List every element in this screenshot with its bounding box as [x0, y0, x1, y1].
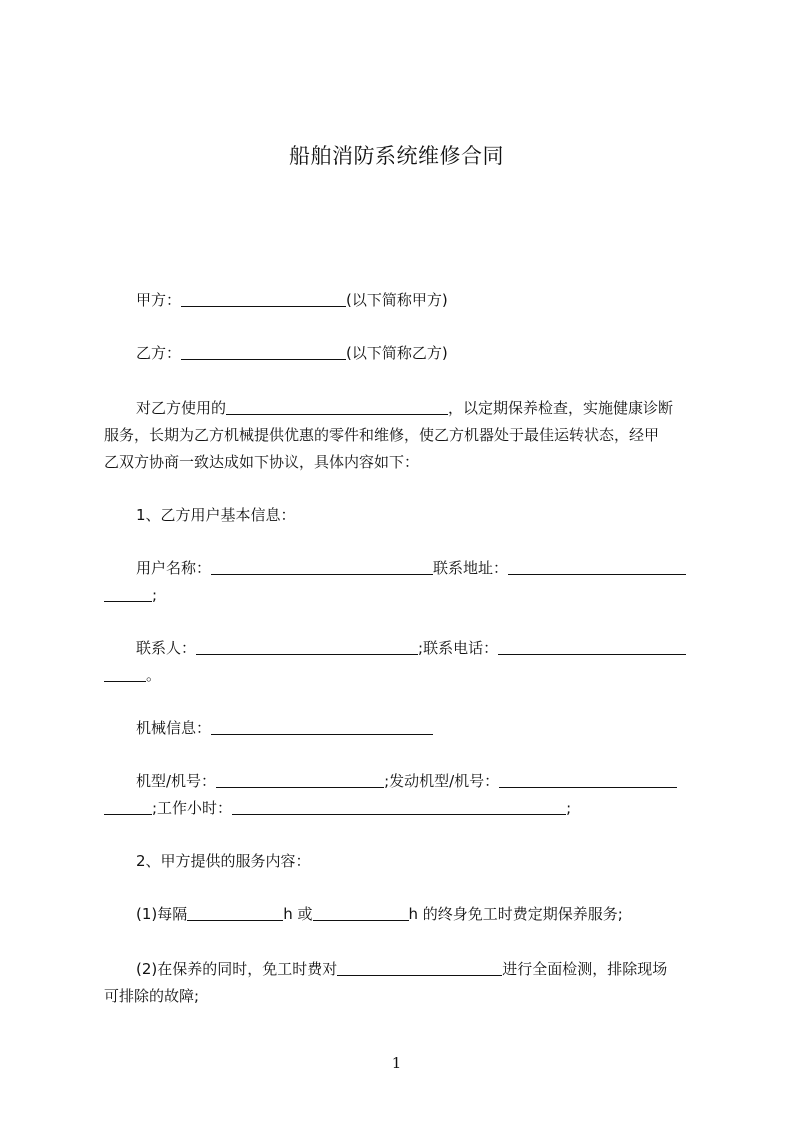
- engine-label: ;发动机型/机号：: [384, 772, 500, 790]
- service-item-1: [104, 900, 736, 929]
- service-item-2-cont: 可排除的故障;: [104, 987, 200, 1005]
- engine-blank-cont[interactable]: [104, 798, 152, 815]
- service-item-2: [104, 955, 736, 984]
- model-blank[interactable]: [216, 771, 384, 788]
- party-a-label: 甲方：: [136, 291, 182, 309]
- contact-blank[interactable]: [196, 638, 418, 655]
- user-name-line: [104, 554, 736, 583]
- party-a-blank[interactable]: [181, 290, 346, 307]
- party-a-line: [104, 286, 736, 315]
- section-1-heading: 1、乙方用户基本信息：: [136, 506, 296, 524]
- intro-line-2: 服务，长期为乙方机械提供优惠的零件和维修，使乙方机器处于最佳运转状态，经甲: [104, 426, 660, 444]
- address-blank[interactable]: [508, 558, 686, 575]
- item1-text-b: h 或: [283, 905, 313, 923]
- phone-blank[interactable]: [498, 638, 686, 655]
- document-title: 船舶消防系统维修合同: [289, 144, 504, 168]
- section-2-heading: 2、甲方提供的服务内容：: [136, 852, 311, 870]
- intro-text-1: 对乙方使用的: [136, 399, 227, 417]
- machine-info-line: [104, 714, 736, 743]
- phone-line-2: [104, 661, 704, 690]
- address-line-2: [104, 581, 704, 610]
- page-number: 1: [391, 1054, 402, 1072]
- intro-line-1: [104, 394, 736, 423]
- engine-blank[interactable]: [499, 771, 677, 788]
- item1-text-c: h 的终身免工时费定期保养服务;: [408, 905, 623, 923]
- address-semicolon: ;: [152, 586, 158, 604]
- phone-period: 。: [146, 666, 162, 684]
- hours-blank[interactable]: [232, 798, 566, 815]
- model-line: [104, 767, 736, 796]
- party-b-suffix: (以下简称乙方): [346, 344, 448, 362]
- user-name-label: 用户名称：: [136, 559, 212, 577]
- contact-label: 联系人：: [136, 639, 197, 657]
- contact-line: [104, 634, 736, 663]
- hours-line: [104, 794, 704, 823]
- user-name-blank[interactable]: [211, 558, 433, 575]
- model-label: 机型/机号：: [136, 772, 217, 790]
- machine-info-blank[interactable]: [211, 718, 433, 735]
- item1-text-a: (1)每隔: [136, 905, 188, 923]
- equipment-blank[interactable]: [226, 398, 448, 415]
- party-b-blank[interactable]: [181, 343, 346, 360]
- interval-blank-2[interactable]: [313, 904, 409, 921]
- address-label: 联系地址：: [433, 559, 509, 577]
- hours-label: ;工作小时：: [152, 799, 233, 817]
- machine-info-label: 机械信息：: [136, 719, 212, 737]
- item2-text-a: (2)在保养的同时，免工时费对: [136, 960, 338, 978]
- address-blank-cont[interactable]: [104, 585, 152, 602]
- party-a-suffix: (以下简称甲方): [346, 291, 448, 309]
- intro-line-3: 乙双方协商一致达成如下协议，具体内容如下：: [104, 453, 420, 471]
- hours-semicolon: ;: [566, 799, 572, 817]
- inspection-blank[interactable]: [337, 959, 502, 976]
- intro-text-2: ，以定期保养检查，实施健康诊断: [448, 399, 674, 417]
- item2-text-b: 进行全面检测，排除现场: [502, 960, 668, 978]
- interval-blank-1[interactable]: [187, 904, 283, 921]
- party-b-line: [104, 339, 736, 368]
- phone-blank-cont[interactable]: [104, 665, 146, 682]
- phone-label: ;联系电话：: [418, 639, 499, 657]
- party-b-label: 乙方：: [136, 344, 182, 362]
